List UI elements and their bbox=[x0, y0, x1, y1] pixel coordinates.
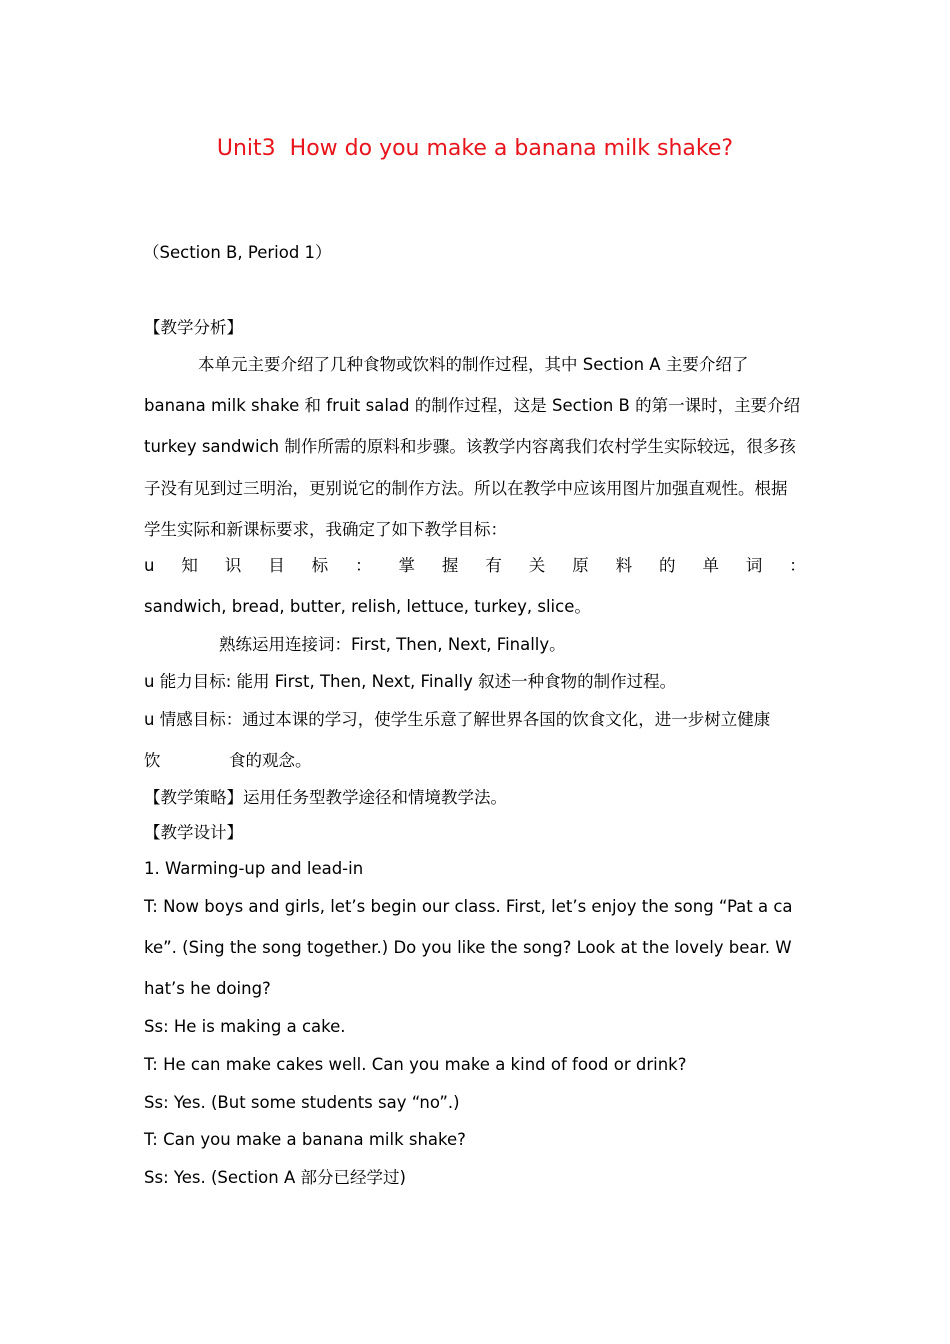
heading-analysis: 【教学分析】 bbox=[144, 318, 243, 337]
teaching-strategy: 【教学策略】运用任务型教学途径和情境教学法。 bbox=[144, 788, 507, 807]
analysis-line-3: turkey sandwich 制作所需的原料和步骤。该教学内容离我们农村学生实际较远，很多孩 bbox=[144, 437, 796, 456]
knowledge-goal-connectives: 熟练运用连接词：First, Then, Next, Finally。 bbox=[219, 635, 566, 654]
goal-char: 有 bbox=[485, 556, 502, 575]
goal-char: 料 bbox=[615, 556, 633, 575]
goal-char: 标 bbox=[311, 556, 329, 575]
dialogue-line-4: Ss: He is making a cake. bbox=[144, 1017, 346, 1036]
knowledge-goal-line bbox=[144, 556, 806, 576]
dialogue-line-7: T: Can you make a banana milk shake? bbox=[144, 1130, 466, 1149]
dialogue-line-6: Ss: Yes. (But some students say “no”.) bbox=[144, 1093, 460, 1112]
goal-char: ： bbox=[355, 556, 372, 575]
goal-char: ： bbox=[789, 556, 806, 575]
analysis-line-2: banana milk shake 和 fruit salad 的制作过程，这是 Section B 的第一课时，主要介绍 bbox=[144, 396, 801, 415]
section-subtitle: （Section B, Period 1） bbox=[143, 243, 332, 262]
dialogue-line-3: hat’s he doing? bbox=[144, 979, 271, 998]
goal-char: 词 bbox=[745, 556, 763, 575]
document-title: Unit3 How do you make a banana milk shake? bbox=[216, 136, 734, 161]
dialogue-line-8: Ss: Yes. (Section A 部分已经学过) bbox=[144, 1168, 406, 1187]
goal-char: u bbox=[144, 556, 155, 575]
step-warming-up: 1. Warming-up and lead-in bbox=[144, 859, 364, 878]
dialogue-line-1: T: Now boys and girls, let’s begin our class. First, let’s enjoy the song “Pat a ca bbox=[144, 897, 793, 916]
goal-char: 识 bbox=[224, 556, 242, 575]
emotion-goal-line-1: u 情感目标：通过本课的学习，使学生乐意了解世界各国的饮食文化，进一步树立健康 bbox=[144, 710, 771, 729]
analysis-line-4: 子没有见到过三明治，更别说它的制作方法。所以在教学中应该用图片加强直观性。根据 bbox=[144, 479, 788, 498]
heading-design: 【教学设计】 bbox=[144, 823, 243, 842]
knowledge-goal-words: sandwich, bread, butter, relish, lettuce, turkey, slice。 bbox=[144, 597, 591, 616]
analysis-line-1: 本单元主要介绍了几种食物或饮料的制作过程，其中 Section A 主要介绍了 bbox=[198, 355, 749, 374]
goal-char: 知 bbox=[181, 556, 198, 575]
emotion-goal-line-2a: 饮 bbox=[144, 751, 161, 770]
goal-char: 原 bbox=[572, 556, 589, 575]
analysis-line-5: 学生实际和新课标要求，我确定了如下教学目标： bbox=[144, 520, 507, 539]
goal-char: 掌 bbox=[398, 556, 415, 575]
goal-char: 的 bbox=[659, 556, 676, 575]
goal-char: 目 bbox=[268, 556, 285, 575]
emotion-goal-line-2b: 食的观念。 bbox=[229, 751, 312, 770]
goal-char: 握 bbox=[441, 556, 459, 575]
dialogue-line-2: ke”. (Sing the song together.) Do you like the song? Look at the lovely bear. W bbox=[144, 938, 792, 957]
ability-goal: u 能力目标: 能用 First, Then, Next, Finally 叙述一种食物的制作过程。 bbox=[144, 672, 677, 691]
goal-char: 关 bbox=[528, 556, 546, 575]
dialogue-line-5: T: He can make cakes well. Can you make a kind of food or drink? bbox=[144, 1055, 687, 1074]
goal-char: 单 bbox=[702, 556, 719, 575]
